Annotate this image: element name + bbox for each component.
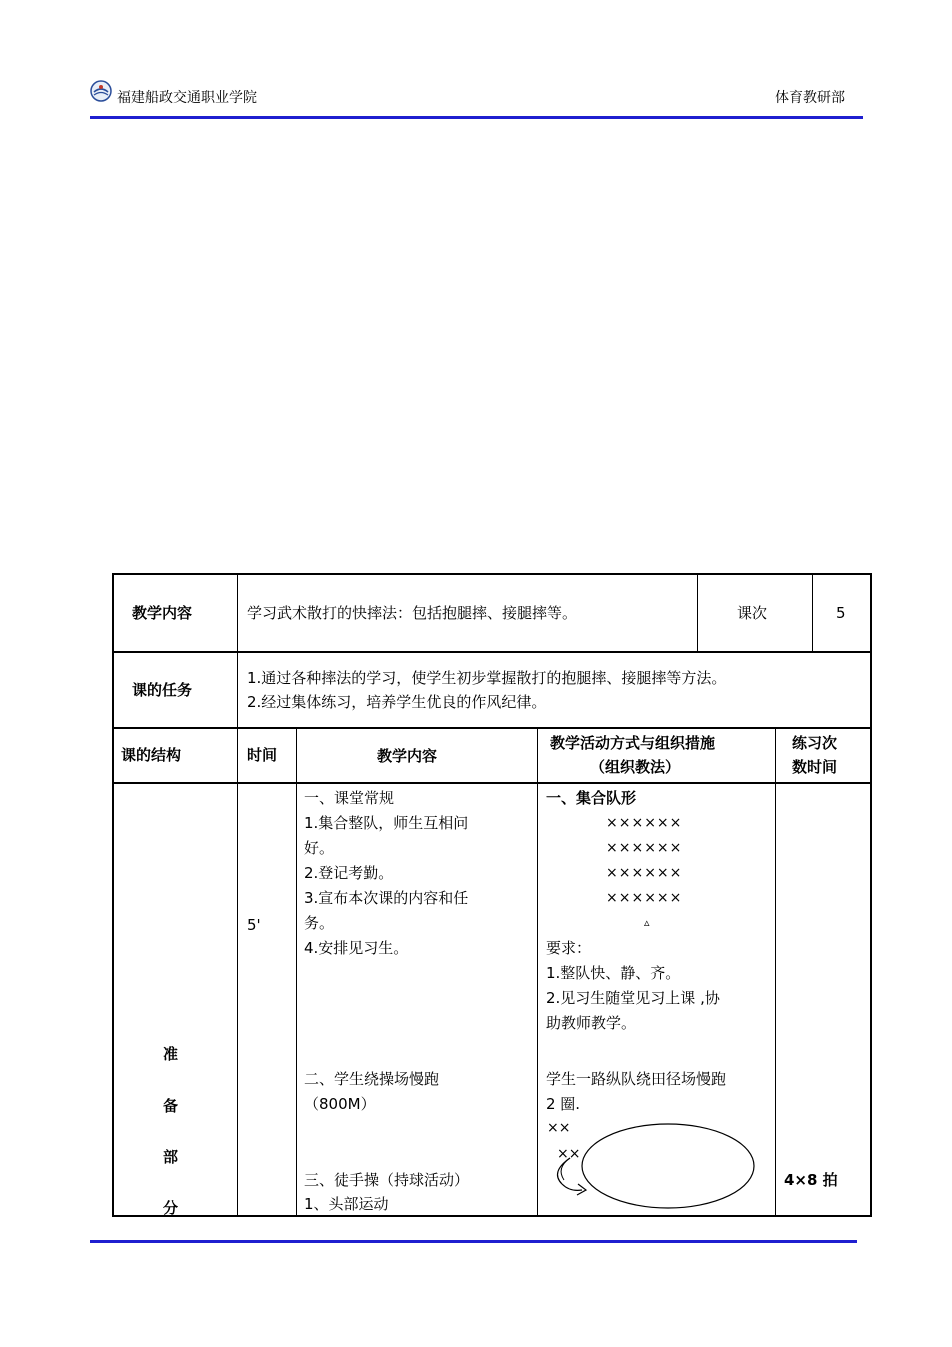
content-line: 1.集合整队，师生互相问 xyxy=(304,814,469,832)
runner-mark: ×× xyxy=(557,1146,581,1162)
run-line: （800M） xyxy=(304,1095,376,1113)
formation-row: ×××××× xyxy=(606,865,683,881)
col-header-content: 教学内容 xyxy=(377,747,438,765)
exercise-line: 三、徒手操（持球活动） xyxy=(304,1171,470,1189)
department-name: 体育教研部 xyxy=(775,90,845,106)
formation-row: ×××××× xyxy=(606,815,683,831)
school-name: 福建船政交通职业学院 xyxy=(117,90,257,106)
exercise-line: 1、头部运动 xyxy=(304,1195,389,1213)
content-line: 3.宣布本次课的内容和任 xyxy=(304,889,469,907)
method-title: 一、集合队形 xyxy=(546,789,637,807)
col-header-structure: 课的结构 xyxy=(121,746,182,764)
runner-mark: ×× xyxy=(547,1120,571,1136)
requirement-line: 要求： xyxy=(546,939,592,957)
col-header-time: 时间 xyxy=(247,746,278,764)
run-method-line: 学生一路纵队绕田径场慢跑 xyxy=(546,1070,727,1088)
run-line: 二、学生绕操场慢跑 xyxy=(304,1070,440,1088)
requirement-line: 2.见习生随堂见习上课 ,协 xyxy=(546,989,720,1007)
requirement-line: 1.整队快、静、齐。 xyxy=(546,964,681,982)
content-line: 务。 xyxy=(304,914,335,932)
page-header xyxy=(90,78,863,118)
col-header-practice-2: 数时间 xyxy=(792,758,838,776)
content-line: 好。 xyxy=(304,839,335,857)
header-rule xyxy=(90,116,863,119)
part-char: 部 xyxy=(163,1148,179,1166)
requirement-line: 助教师教学。 xyxy=(546,1014,637,1032)
lesson-number-label: 课次 xyxy=(737,604,768,622)
row-label-teaching-content: 教学内容 xyxy=(132,604,193,622)
col-header-method-1: 教学活动方式与组织措施 xyxy=(550,734,716,752)
content-line: 一、课堂常规 xyxy=(304,789,395,807)
prep-time: 5' xyxy=(247,916,261,934)
row-label-lesson-tasks: 课的任务 xyxy=(132,681,193,699)
part-char: 准 xyxy=(163,1045,179,1063)
track-oval-icon xyxy=(548,1120,758,1212)
content-line: 2.登记考勤。 xyxy=(304,864,394,882)
teacher-mark-icon: ▵ xyxy=(644,916,650,929)
teaching-content-value: 学习武术散打的快摔法：包括抱腿摔、接腿摔等。 xyxy=(247,604,578,622)
lesson-task-2: 2.经过集体练习，培养学生优良的作风纪律。 xyxy=(247,693,547,711)
lesson-number-value: 5 xyxy=(836,604,846,622)
practice-value: 4×8 拍 xyxy=(784,1171,838,1189)
part-char: 备 xyxy=(163,1097,179,1115)
col-header-practice-1: 练习次 xyxy=(792,734,838,752)
part-char: 分 xyxy=(163,1199,179,1217)
formation-row: ×××××× xyxy=(606,840,683,856)
formation-row: ×××××× xyxy=(606,890,683,906)
content-line: 4.安排见习生。 xyxy=(304,939,409,957)
run-method-line: 2 圈. xyxy=(546,1095,581,1113)
footer-rule xyxy=(90,1240,857,1243)
col-header-method-2: （组织教法） xyxy=(590,758,681,776)
school-logo-icon xyxy=(90,80,112,102)
lesson-task-1: 1.通过各种摔法的学习，使学生初步掌握散打的抱腿摔、接腿摔等方法。 xyxy=(247,669,727,687)
